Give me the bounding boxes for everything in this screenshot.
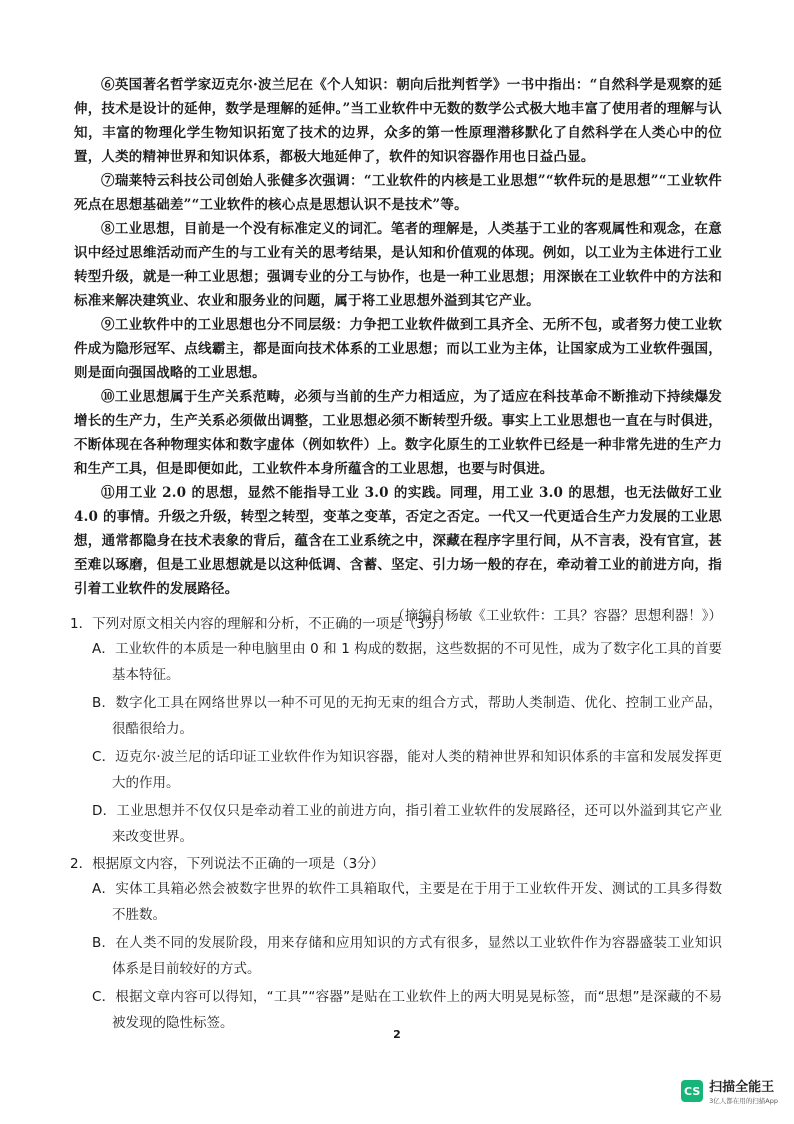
- scanner-watermark: [681, 1080, 778, 1106]
- question-1: [70, 612, 722, 850]
- option-a: A．实体工具箱必然会被数字世界的软件工具箱取代，主要是在于用于工业软件开发、测试的工具多得数不胜数。: [92, 881, 722, 923]
- page-number: 2: [393, 1028, 401, 1041]
- passage-paragraph-10: ⑩工业思想属于生产关系范畴，必须与当前的生产力相适应，为了适应在科技革命不断推动下持续爆发增长的生产力，生产关系必须做出调整，工业思想必须不断转型升级。事实上工业思想也一直在与时俱进，不断体现在各种物理实体和数字虚体（例如软件）上。数字化原生的工业软件已经是一种非常先进的生产力和生产工具，但是即便如此，工业软件本身所蕴含的工业思想，也要与时俱进。: [74, 389, 722, 477]
- passage-paragraph-8: ⑧工业思想，目前是一个没有标准定义的词汇。笔者的理解是，人类基于工业的客观属性和观念，在意识中经过思维活动而产生的与工业有关的思考结果，是认知和价值观的体现。例如，以工业为主体进行工业转型升级，就是一种工业思想；强调专业的分工与协作，也是一种工业思想；用深嵌在工业软件中的方法和标准来解决建筑业、农业和服务业的问题，属于将工业思想外溢到其它产业。: [74, 221, 722, 309]
- option-a: A．工业软件的本质是一种电脑里由 0 和 1 构成的数据，这些数据的不可见性，成为了数字化工具的首要基本特征。: [92, 641, 722, 683]
- option-c: C．迈克尔·波兰尼的话印证工业软件作为知识容器，能对人类的精神世界和知识体系的丰富和发展发挥更大的作用。: [92, 749, 722, 791]
- option-b: B．数字化工具在网络世界以一种不可见的无拘无束的组合方式，帮助人类制造、优化、控制工业产品，很酷很给力。: [92, 695, 722, 737]
- watermark-title: 扫描全能王: [709, 1080, 775, 1095]
- passage-paragraph-11: ⑪用工业 2.0 的思想，显然不能指导工业 3.0 的实践。同理，用工业 3.0 的思想，也无法做好工业 4.0 的事情。升级之升级，转型之转型，变革之变革，否定之否定。一代又一代更适合生产力发展的工业思想，通常都隐身在技术表象的背后，蕴含在工业系统之中，深藏在程序字里行间，从不言表，没有官宣，甚至难以琢磨，但是工业思想就是以这种低调、含蓄、坚定、引力场一般的存在，牵动着工业的前进方向，指引着工业软件的发展路径。: [74, 485, 722, 597]
- camscanner-logo-icon: CS: [681, 1080, 703, 1102]
- passage-source: （摘编自杨敏《工业软件：工具？容器？思想利器！》）: [391, 608, 722, 624]
- question-stem: 1．下列对原文相关内容的理解和分析，不正确的一项是（3分）: [70, 616, 452, 632]
- option-d: D．工业思想并不仅仅只是牵动着工业的前进方向，指引着工业软件的发展路径，还可以外溢到其它产业来改变世界。: [92, 803, 722, 845]
- watermark-subtitle: 3亿人都在用的扫描App: [709, 1097, 778, 1105]
- reading-passage: [74, 73, 722, 628]
- passage-paragraph-6: ⑥英国著名哲学家迈克尔·波兰尼在《个人知识：朝向后批判哲学》一书中指出：“自然科学是观察的延伸，技术是设计的延伸，数学是理解的延伸。”当工业软件中无数的数学公式极大地丰富了使用者的理解与认知，丰富的物理化学生物知识拓宽了技术的边界，众多的第一性原理潜移默化了自然科学在人类心中的位置，人类的精神世界和知识体系，都极大地延伸了，软件的知识容器作用也日益凸显。: [74, 77, 722, 165]
- question-stem: 2．根据原文内容，下列说法不正确的一项是（3分）: [70, 856, 385, 872]
- option-b: B．在人类不同的发展阶段，用来存储和应用知识的方式有很多，显然以工业软件作为容器盛装工业知识体系是目前较好的方式。: [92, 935, 722, 977]
- passage-paragraph-7: ⑦瑞莱特云科技公司创始人张健多次强调：“工业软件的内核是工业思想”“软件玩的是思想”“工业软件死点在思想基础差”“工业软件的核心点是思想认识不是技术”等。: [74, 173, 722, 213]
- question-2: [70, 852, 722, 1036]
- passage-paragraph-9: ⑨工业软件中的工业思想也分不同层级：力争把工业软件做到工具齐全、无所不包，或者努力使工业软件成为隐形冠军、点线霸主，都是面向技术体系的工业思想；而以工业为主体，让国家成为工业软件强国，则是面向强国战略的工业思想。: [74, 317, 722, 381]
- option-c: C．根据文章内容可以得知，“工具”“容器”是贴在工业软件上的两大明晃晃标签，而“思想”是深藏的不易被发现的隐性标签。: [92, 989, 722, 1031]
- question-list: [70, 612, 722, 1038]
- watermark-text: [709, 1080, 778, 1106]
